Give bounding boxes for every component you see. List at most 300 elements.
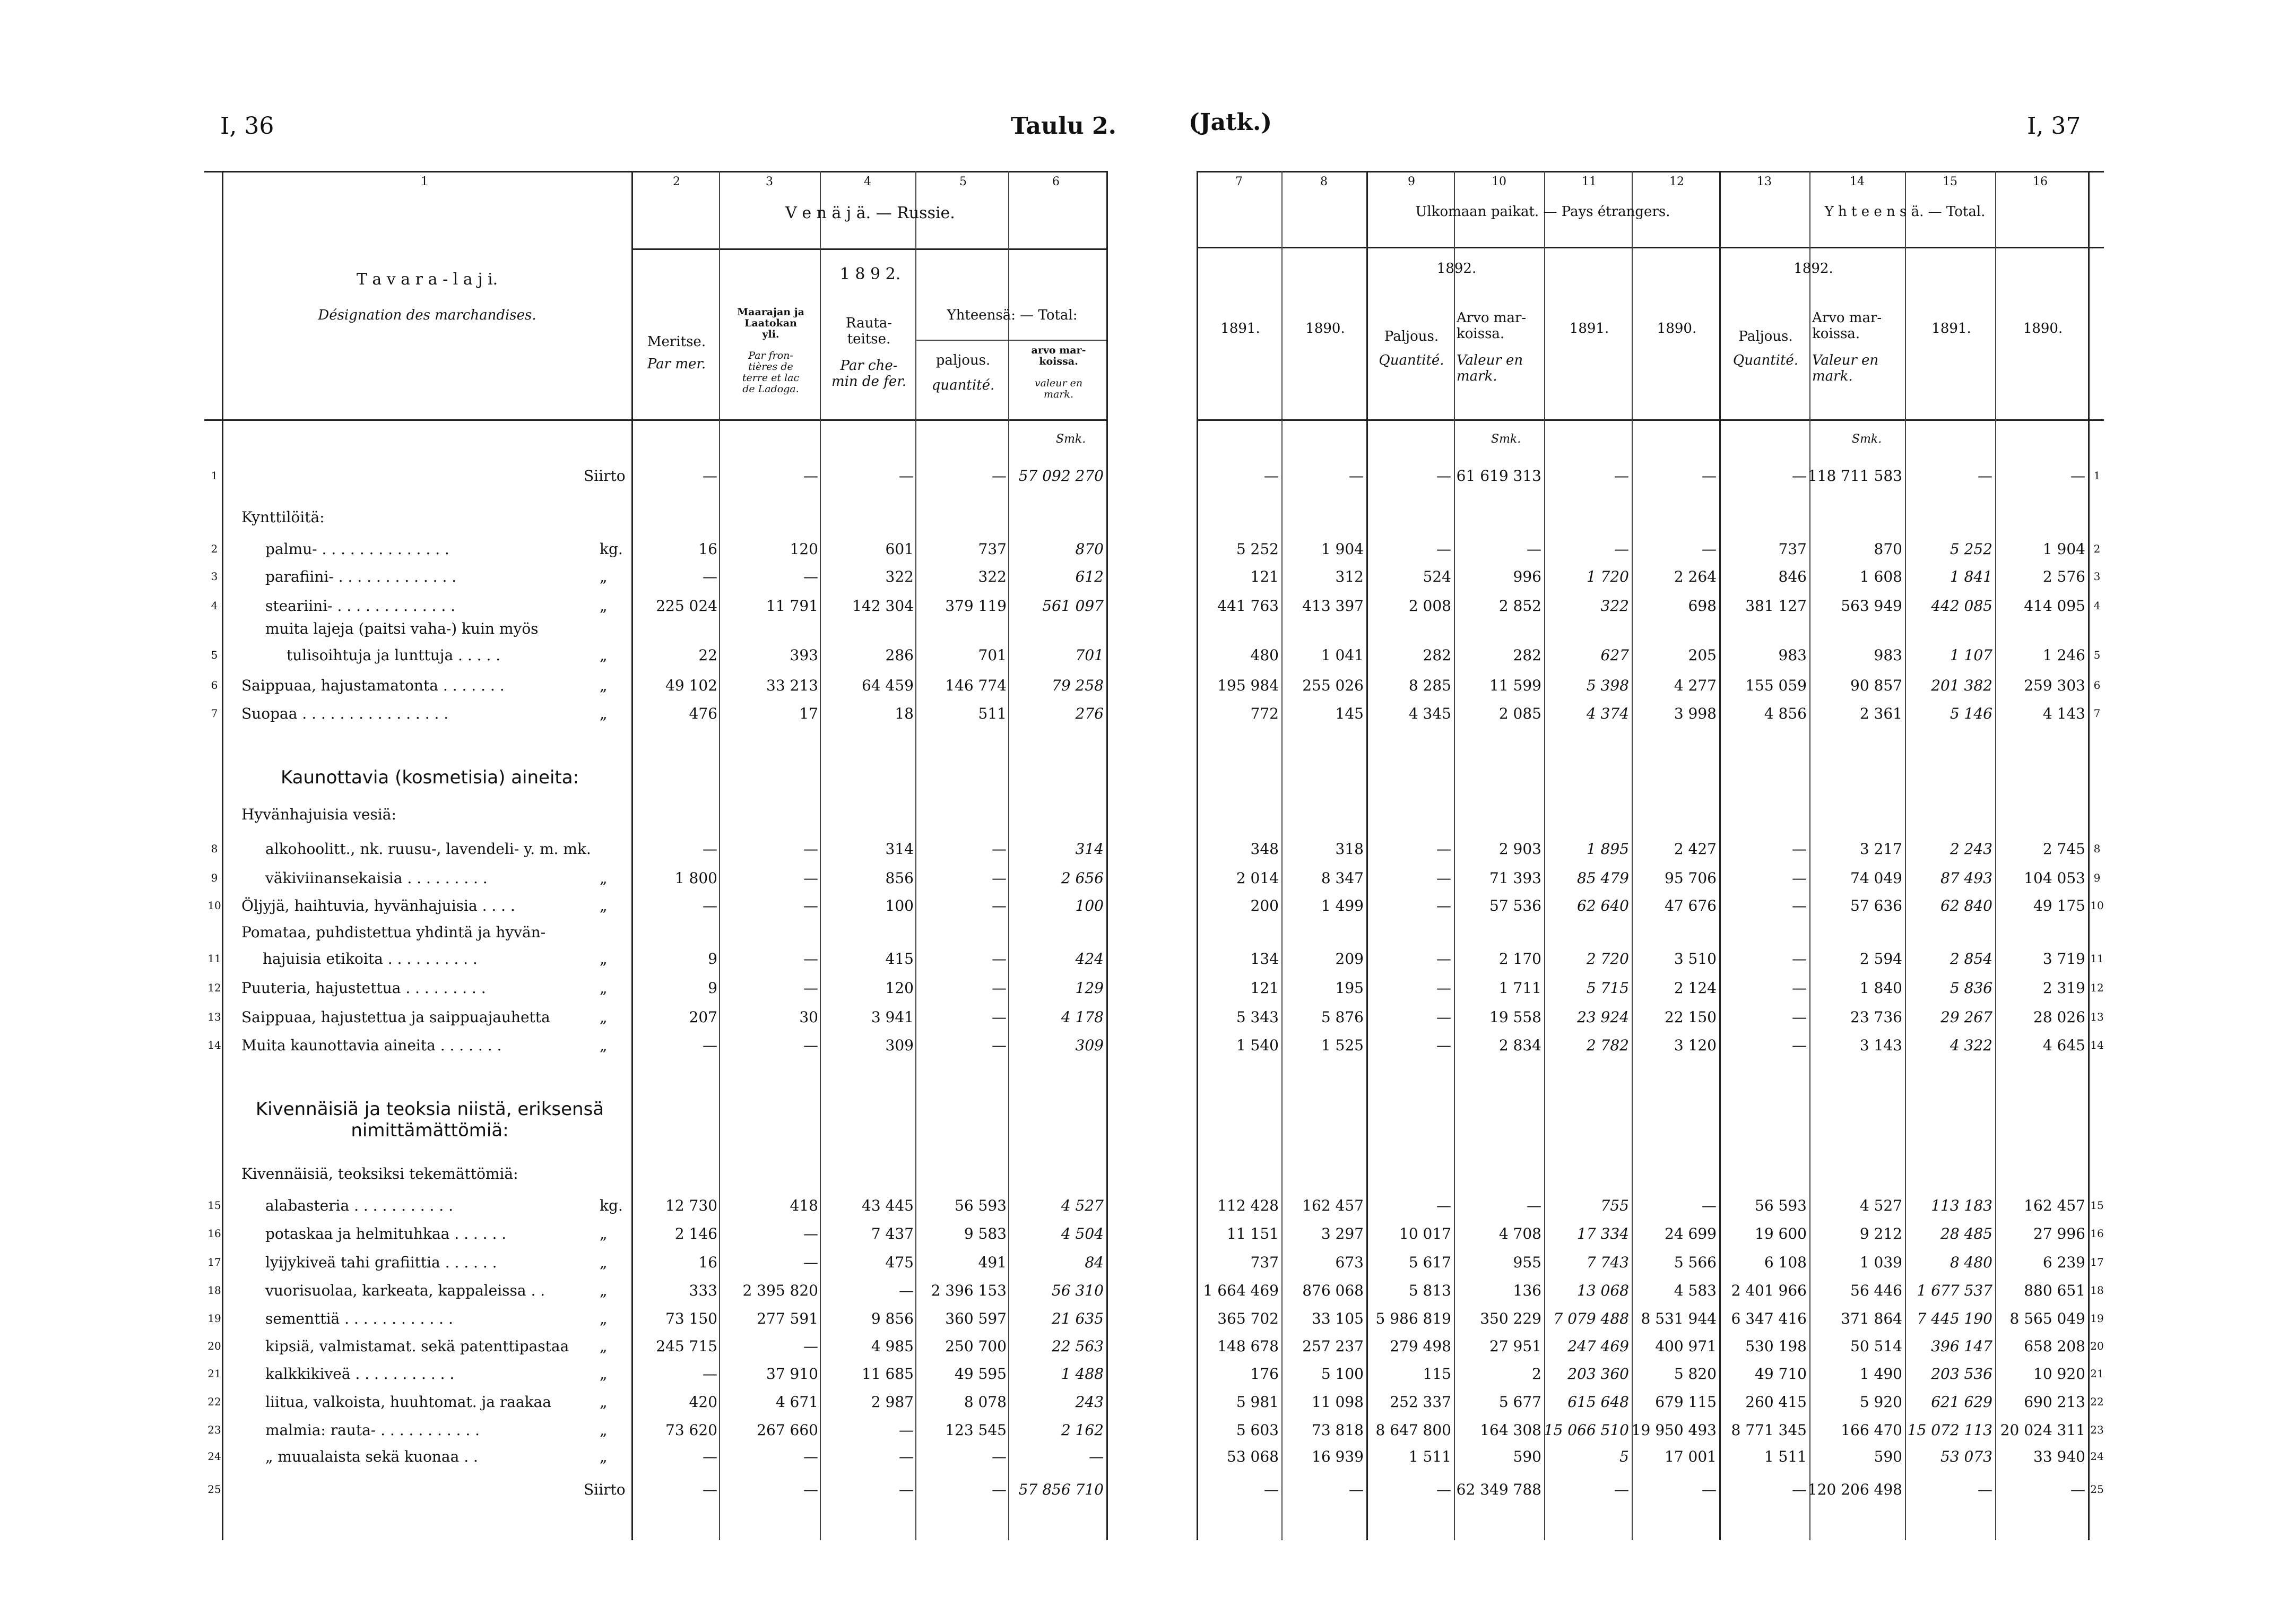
row-unit: „	[600, 705, 608, 722]
table-cell: 73 150	[665, 1310, 717, 1327]
col-number: 14	[1850, 175, 1865, 188]
table-cell: 11 791	[766, 597, 818, 615]
row-number: 10	[2090, 899, 2104, 912]
col-number: 6	[1052, 175, 1060, 188]
table-cell: 5 981	[1236, 1393, 1279, 1411]
table-cell: —	[1978, 467, 1992, 485]
table-cell: 5 920	[1859, 1393, 1902, 1411]
row-number: 20	[207, 1340, 221, 1352]
row-number: 23	[207, 1423, 221, 1436]
table-cell: —	[1792, 1037, 1807, 1054]
table-cell: 4 374	[1586, 705, 1629, 722]
table-cell: 2	[1532, 1365, 1541, 1383]
table-cell: 1 511	[1764, 1448, 1807, 1465]
row-label: Saippuaa, hajustettua ja saippuajauhetta	[241, 1008, 550, 1026]
row-number: 2	[2093, 542, 2101, 555]
row-number: 16	[207, 1227, 221, 1240]
col-number: 9	[1408, 175, 1415, 188]
table-cell: 379 119	[945, 597, 1007, 615]
row-number: 11	[207, 952, 221, 965]
table-cell: 4 527	[1859, 1197, 1902, 1214]
table-cell: 164 308	[1480, 1421, 1541, 1439]
right-col8-rule	[1281, 171, 1283, 1540]
row-unit: „	[600, 897, 608, 914]
table-cell: 476	[689, 705, 717, 722]
row-unit: „	[600, 568, 608, 585]
row-label: Öljyjä, haihtuvia, hyvänhajuisia . . . .	[241, 897, 515, 914]
table-cell: 279 498	[1390, 1337, 1451, 1355]
table-cell: —	[803, 897, 818, 914]
table-cell: —	[1264, 1481, 1279, 1498]
row-unit: „	[600, 869, 608, 887]
left-header-rule-2	[915, 340, 1106, 341]
table-cell: 309	[1075, 1037, 1104, 1054]
table-cell: 49 595	[955, 1365, 1007, 1383]
table-cell: 2 987	[871, 1393, 914, 1411]
right-page-number: I, 37	[2027, 113, 2081, 140]
table-cell: 121	[1250, 979, 1279, 997]
table-cell: —	[1614, 467, 1629, 485]
row-label: Pomataa, puhdistettua yhdintä ja hyvän-	[241, 923, 546, 941]
table-cell: 247 469	[1567, 1337, 1629, 1355]
table-cell: 1 540	[1236, 1037, 1279, 1054]
row-number: 5	[2093, 649, 2101, 661]
table-cell: 1 904	[2042, 540, 2085, 558]
table-cell: 120 206 498	[1807, 1481, 1902, 1498]
table-cell: 121	[1250, 568, 1279, 585]
row-label: kalkkikiveä . . . . . . . . . . .	[265, 1365, 455, 1383]
table-cell: 203 360	[1567, 1365, 1629, 1383]
table-cell: —	[1436, 869, 1451, 887]
year-1890-header: 1890.	[2023, 321, 2063, 336]
table-cell: 28 485	[1940, 1225, 1992, 1242]
table-cell: 7 437	[871, 1225, 914, 1242]
table-cell: 996	[1513, 568, 1541, 585]
table-cell: 100	[1075, 897, 1104, 914]
table-cell: —	[992, 1448, 1007, 1465]
table-cell: —	[2070, 467, 2085, 485]
table-cell: 61 619 313	[1456, 467, 1541, 485]
table-cell: —	[1792, 1481, 1807, 1498]
row-label: Muita kaunottavia aineita . . . . . . .	[241, 1037, 502, 1054]
col-number: 15	[1943, 175, 1957, 188]
table-cell: 8 480	[1950, 1254, 1992, 1271]
table-cell: 18	[895, 705, 914, 722]
table-cell: 146 774	[945, 677, 1007, 694]
row-number: 11	[2090, 952, 2104, 965]
table-cell: 200	[1250, 897, 1279, 914]
row-unit: „	[600, 1337, 608, 1355]
table-cell: —	[1792, 840, 1807, 858]
row-unit: „	[600, 677, 608, 694]
row-number: 2	[211, 542, 218, 555]
right-rownum-rule	[2088, 171, 2090, 1540]
table-cell: 2 396 153	[931, 1282, 1007, 1299]
table-cell: 11 098	[1312, 1393, 1364, 1411]
table-cell: 393	[790, 646, 818, 664]
table-cell: 255 026	[1302, 677, 1364, 694]
table-cell: 16	[698, 1254, 717, 1271]
table-cell: 16 939	[1312, 1448, 1364, 1465]
right-top-rule	[1197, 171, 2104, 172]
table-cell: 414 095	[2024, 597, 2085, 615]
table-cell: 360 597	[945, 1310, 1007, 1327]
row-label: Puuteria, hajustettua . . . . . . . . .	[241, 979, 486, 997]
table-cell: —	[992, 950, 1007, 968]
table-cell: 22 563	[1052, 1337, 1104, 1355]
table-cell: 21 635	[1052, 1310, 1104, 1327]
table-cell: 79 258	[1052, 677, 1104, 694]
row-number: 9	[211, 871, 218, 884]
table-cell: 8 565 049	[2009, 1310, 2085, 1327]
table-cell: —	[1792, 467, 1807, 485]
table-cell: 24 699	[1665, 1225, 1717, 1242]
table-cell: 11 685	[862, 1365, 914, 1383]
table-cell: 57 856 710	[1018, 1481, 1104, 1498]
table-cell: 87 493	[1940, 869, 1992, 887]
table-cell: 17 334	[1577, 1225, 1629, 1242]
table-cell: 1 039	[1859, 1254, 1902, 1271]
table-cell: 2 401 966	[1731, 1282, 1807, 1299]
table-cell: 3 120	[1674, 1037, 1717, 1054]
col-number: 11	[1582, 175, 1597, 188]
table-cell: —	[803, 467, 818, 485]
table-cell: 17 001	[1665, 1448, 1717, 1465]
table-cell: 2 745	[2042, 840, 2085, 858]
table-cell: 19 600	[1755, 1225, 1807, 1242]
row-label: muita lajeja (paitsi vaha-) kuin myös	[265, 620, 539, 637]
table-cell: 4 708	[1498, 1225, 1541, 1242]
foreign-header: Ulkomaan paikat. — Pays étrangers.	[1415, 204, 1670, 220]
table-cell: 5 252	[1236, 540, 1279, 558]
table-cell: 225 024	[656, 597, 717, 615]
row-number: 12	[2090, 981, 2104, 994]
table-cell: 615 648	[1567, 1393, 1629, 1411]
table-cell: —	[992, 1008, 1007, 1026]
col-number: 12	[1669, 175, 1684, 188]
table-cell: 73 818	[1312, 1421, 1364, 1439]
year-1892-header: 1892.	[1794, 261, 1833, 277]
table-cell: 1 525	[1321, 1037, 1364, 1054]
row-unit: „	[600, 1282, 608, 1299]
maarajan-header-fr: Par fron- tières de terre et lac de Ladoga.	[742, 350, 800, 395]
table-cell: 2 264	[1674, 568, 1717, 585]
table-cell: —	[703, 840, 717, 858]
row-label: „ muualaista sekä kuonaa . .	[265, 1448, 478, 1465]
row-unit: „	[600, 1254, 608, 1271]
row-number: 24	[2090, 1450, 2104, 1463]
col-number: 8	[1320, 175, 1328, 188]
year-1890-header: 1890.	[1305, 321, 1345, 336]
table-cell: 5 343	[1236, 1008, 1279, 1026]
row-number: 20	[2090, 1340, 2104, 1352]
row-unit: „	[600, 950, 608, 968]
row-number: 6	[211, 679, 218, 692]
table-cell: 876 068	[1302, 1282, 1364, 1299]
table-cell: 480	[1250, 646, 1279, 664]
table-cell: 245 715	[656, 1337, 717, 1355]
table-cell: 420	[689, 1393, 717, 1411]
row-number: 17	[2090, 1256, 2104, 1268]
arvo-header-small: arvo mar- koissa.	[1031, 344, 1086, 367]
row-number: 19	[207, 1312, 221, 1325]
table-cell: 43 445	[862, 1197, 914, 1214]
table-cell: 524	[1423, 568, 1451, 585]
col-number: 1	[421, 175, 428, 188]
table-cell: 701	[978, 646, 1007, 664]
table-cell: 142 304	[852, 597, 914, 615]
table-cell: 5 836	[1950, 979, 1992, 997]
table-cell: —	[703, 1037, 717, 1054]
table-cell: 12 730	[665, 1197, 717, 1214]
row-label: väkiviinansekaisia . . . . . . . . .	[265, 869, 488, 887]
section-kivennaisia: Kivennäisiä ja teoksia niistä, eriksensä nimittämättömiä:	[255, 1099, 604, 1141]
table-cell: 4 645	[2042, 1037, 2085, 1054]
row-label: vuorisuolaa, karkeata, kappaleissa . .	[265, 1282, 545, 1299]
russia-header: V e n ä j ä. — Russie.	[785, 204, 955, 222]
row-number: 8	[211, 842, 218, 855]
table-cell: 880 651	[2024, 1282, 2085, 1299]
table-cell: 4 345	[1408, 705, 1451, 722]
table-cell: 104 053	[2024, 869, 2085, 887]
right-header-bottom-rule	[1197, 419, 2104, 421]
col-number: 5	[959, 175, 967, 188]
table-cell: 737	[1250, 1254, 1279, 1271]
table-cell: 2 594	[1859, 950, 1902, 968]
left-col4-rule	[820, 171, 821, 1540]
row-unit: „	[600, 1393, 608, 1411]
table-cell: 6 239	[2042, 1254, 2085, 1271]
col-number: 2	[673, 175, 680, 188]
table-cell: 8 347	[1321, 869, 1364, 887]
table-cell: 5 820	[1674, 1365, 1717, 1383]
rauta-header-fr: Par che- min de fer.	[831, 358, 907, 390]
rauta-header: Rauta- teitse.	[845, 315, 893, 347]
table-cell: 381 127	[1745, 597, 1807, 615]
table-cell: 53 068	[1227, 1448, 1279, 1465]
table-cell: 176	[1250, 1365, 1279, 1383]
table-cell: 2 162	[1061, 1421, 1104, 1439]
table-cell: 2 170	[1498, 950, 1541, 968]
right-col9-rule	[1366, 171, 1368, 1540]
table-cell: 9 856	[871, 1310, 914, 1327]
table-cell: 56 446	[1850, 1282, 1902, 1299]
table-cell: 29 267	[1940, 1008, 1992, 1026]
row-label: kipsiä, valmistamat. sekä patenttipastaa	[265, 1337, 569, 1355]
table-cell: 530 198	[1745, 1337, 1807, 1355]
table-cell: 95 706	[1665, 869, 1717, 887]
row-label: Siirto	[584, 1481, 626, 1498]
table-cell: —	[992, 897, 1007, 914]
section-kosmetisia: Kaunottavia (kosmetisia) aineita:	[280, 767, 579, 788]
table-cell: 8 078	[964, 1393, 1007, 1411]
table-cell: 1 711	[1498, 979, 1541, 997]
table-cell: —	[1702, 1197, 1717, 1214]
table-cell: 148 678	[1217, 1337, 1279, 1355]
row-number: 3	[2093, 570, 2101, 583]
col-number: 7	[1235, 175, 1243, 188]
table-cell: 441 763	[1217, 597, 1279, 615]
table-cell: 1 841	[1950, 568, 1992, 585]
row-unit: „	[600, 1008, 608, 1026]
table-cell: 2 124	[1674, 979, 1717, 997]
row-unit: „	[600, 1365, 608, 1383]
table-cell: 2 008	[1408, 597, 1451, 615]
row-number: 15	[207, 1199, 221, 1212]
table-cell: 2 361	[1859, 705, 1902, 722]
arvo-mar-header: Arvo mar- koissa.	[1457, 310, 1527, 342]
table-cell: 19 558	[1489, 1008, 1541, 1026]
row-number: 22	[2090, 1395, 2104, 1408]
table-cell: —	[703, 568, 717, 585]
year-1891-header: 1891.	[1931, 321, 1971, 336]
table-cell: 15 072 113	[1907, 1421, 1992, 1439]
table-cell: —	[703, 1365, 717, 1383]
table-cell: 2 243	[1950, 840, 1992, 858]
table-cell: —	[803, 568, 818, 585]
table-cell: —	[1614, 1481, 1629, 1498]
table-cell: 5 146	[1950, 705, 1992, 722]
table-cell: —	[1436, 897, 1451, 914]
table-cell: 20 024 311	[2000, 1421, 2085, 1439]
left-rownum-rule	[222, 171, 223, 1540]
table-cell: 1 499	[1321, 897, 1364, 914]
table-cell: 690 213	[2024, 1393, 2085, 1411]
table-cell: 4 671	[775, 1393, 818, 1411]
table-cell: —	[1702, 467, 1717, 485]
row-label: palmu- . . . . . . . . . . . . . .	[265, 540, 449, 558]
table-cell: 365 702	[1217, 1310, 1279, 1327]
table-cell: 737	[1778, 540, 1807, 558]
table-cell: 755	[1600, 1197, 1629, 1214]
row-label: lyijykiveä tahi grafiittia . . . . . .	[265, 1254, 497, 1271]
paljous-header: paljous.	[935, 352, 991, 368]
table-cell: 56 310	[1052, 1282, 1104, 1299]
col-number: 4	[864, 175, 871, 188]
table-cell: 1 511	[1408, 1448, 1451, 1465]
table-cell: —	[2070, 1481, 2085, 1498]
table-cell: 413 397	[1302, 597, 1364, 615]
subhead-kynttiloita: Kynttilöitä:	[241, 508, 325, 526]
arvo-header-small-fr: valeur en mark.	[1034, 377, 1083, 400]
row-number: 1	[2093, 469, 2101, 482]
col-number: 3	[766, 175, 773, 188]
table-cell: 115	[1423, 1365, 1451, 1383]
table-cell: 62 349 788	[1456, 1481, 1541, 1498]
row-number: 13	[2090, 1011, 2104, 1023]
table-cell: 205	[1688, 646, 1717, 664]
table-cell: 590	[1874, 1448, 1902, 1465]
table-cell: 4 527	[1061, 1197, 1104, 1214]
table-cell: —	[899, 1421, 914, 1439]
right-col10-rule	[1454, 171, 1455, 1540]
table-cell: 658 208	[2024, 1337, 2085, 1355]
left-page-number: I, 36	[220, 113, 274, 140]
table-cell: —	[992, 979, 1007, 997]
row-number: 23	[2090, 1423, 2104, 1436]
table-cell: —	[899, 1481, 914, 1498]
table-cell: 312	[1335, 568, 1364, 585]
table-cell: 267 660	[757, 1421, 818, 1439]
table-cell: 276	[1075, 705, 1104, 722]
right-header-rule-1	[1197, 247, 2104, 248]
table-cell: 5 603	[1236, 1421, 1279, 1439]
table-cell: 400 971	[1655, 1337, 1717, 1355]
col-number: 16	[2033, 175, 2048, 188]
table-cell: 19 950 493	[1631, 1421, 1717, 1439]
table-cell: 4 322	[1950, 1037, 1992, 1054]
quantite-cap-header: Quantité.	[1732, 352, 1799, 368]
table-cell: —	[1436, 1008, 1451, 1026]
right-col14-rule	[1809, 171, 1810, 1540]
table-cell: 8 771 345	[1731, 1421, 1807, 1439]
currency-unit: Smk.	[1852, 433, 1882, 446]
row-number: 17	[207, 1256, 221, 1268]
valeur-header: Valeur en mark.	[1812, 352, 1879, 384]
table-cell: 983	[1874, 646, 1902, 664]
row-unit: kg.	[600, 540, 623, 558]
table-cell: —	[1702, 1481, 1717, 1498]
table-cell: 396 147	[1931, 1337, 1992, 1355]
row-number: 8	[2093, 842, 2101, 855]
valeur-header: Valeur en mark.	[1457, 352, 1523, 384]
table-cell: 4 178	[1061, 1008, 1104, 1026]
table-cell: 145	[1335, 705, 1364, 722]
row-unit: „	[600, 1225, 608, 1242]
table-cell: 3 719	[2042, 950, 2085, 968]
table-cell: —	[1436, 467, 1451, 485]
table-cell: 1 107	[1950, 646, 1992, 664]
left-header-rule-1	[631, 248, 1106, 250]
table-cell: 3 510	[1674, 950, 1717, 968]
table-cell: —	[899, 467, 914, 485]
table-cell: 2 319	[2042, 979, 2085, 997]
table-cell: 1 246	[2042, 646, 2085, 664]
table-cell: 415	[885, 950, 914, 968]
table-cell: 5 715	[1586, 979, 1629, 997]
row-label: malmia: rauta- . . . . . . . . . . .	[265, 1421, 480, 1439]
table-cell: 322	[1600, 597, 1629, 615]
table-cell: 2 720	[1586, 950, 1629, 968]
table-cell: 1 720	[1586, 568, 1629, 585]
table-cell: 15 066 510	[1544, 1421, 1629, 1439]
designation-header-fi: T a v a r a - l a j i.	[356, 270, 498, 289]
table-cell: 698	[1688, 597, 1717, 615]
table-cell: —	[1792, 1008, 1807, 1026]
row-number: 18	[207, 1284, 221, 1297]
table-cell: 2 427	[1674, 840, 1717, 858]
table-cell: 1 895	[1586, 840, 1629, 858]
continued-label: (Jatk.)	[1189, 109, 1272, 136]
table-cell: 309	[885, 1037, 914, 1054]
row-label: alkohoolitt., nk. ruusu-, lavendeli- y. m. mk.	[265, 840, 591, 858]
table-cell: —	[992, 869, 1007, 887]
table-cell: 120	[885, 979, 914, 997]
table-cell: —	[1614, 540, 1629, 558]
table-cell: 418	[790, 1197, 818, 1214]
table-cell: —	[803, 1225, 818, 1242]
table-cell: 50 514	[1850, 1337, 1902, 1355]
table-cell: 371 864	[1841, 1310, 1902, 1327]
table-cell: 318	[1335, 840, 1364, 858]
table-cell: —	[1436, 540, 1451, 558]
left-col3-rule	[719, 171, 720, 1540]
table-cell: 2 852	[1498, 597, 1541, 615]
table-cell: 1 041	[1321, 646, 1364, 664]
table-cell: 2 576	[2042, 568, 2085, 585]
row-label: alabasteria . . . . . . . . . . .	[265, 1197, 453, 1214]
table-cell: 33 105	[1312, 1310, 1364, 1327]
